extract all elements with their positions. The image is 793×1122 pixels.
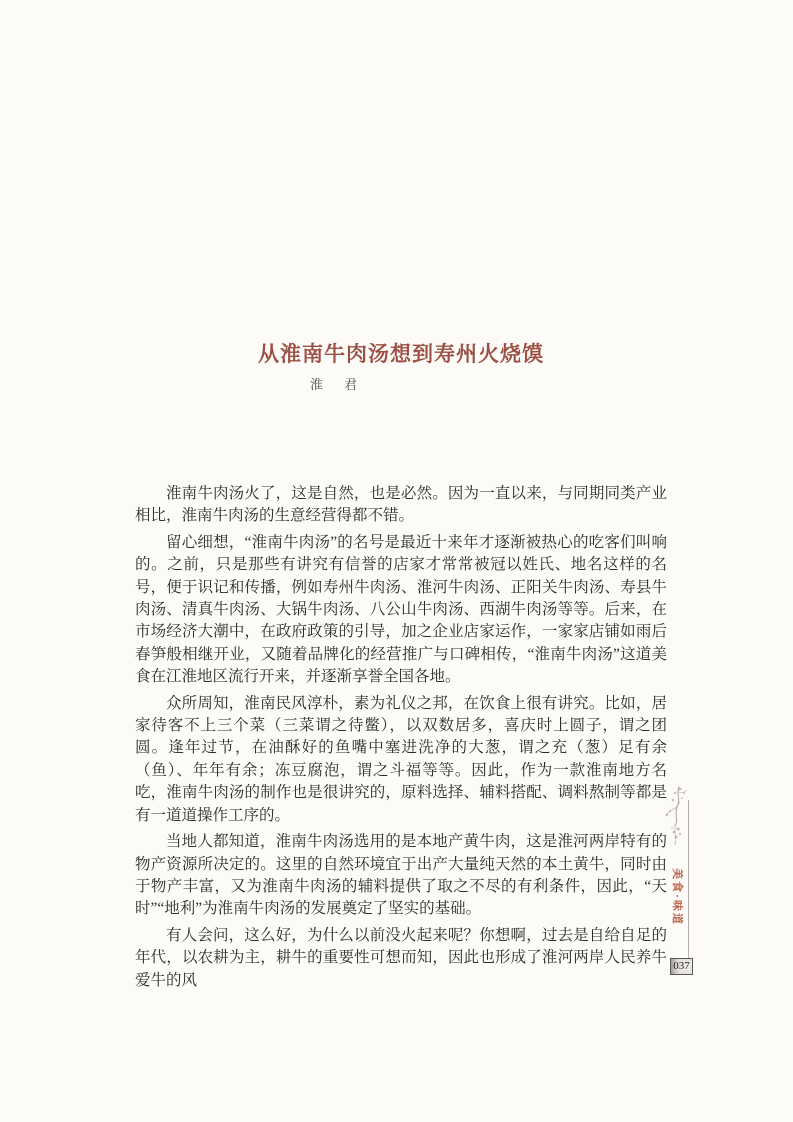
- sidebar-divider-line: [688, 800, 689, 958]
- paragraph: 当地人都知道，淮南牛肉汤选用的是本地产黄牛肉，这是淮河两岸特有的物产资源所决定的。这里的自然环境宜于出产大量纯天然的本土黄牛，同时由于物产丰富，又为淮南牛肉汤的辅料提供了取之不尽的有利条件，因此，“天时”“地利”为淮南牛肉汤的发展奠定了坚实的基础。: [135, 833, 667, 918]
- paragraph: 淮南牛肉汤火了，这是自然，也是必然。因为一直以来，与同期同类产业相比，淮南牛肉汤的生意经营得都不错。: [135, 485, 667, 525]
- paragraph: 留心细想，“淮南牛肉汤”的名号是最近十来年才逐渐被热心的吃客们叫响的。之前，只是那些有讲究有信誉的店家才常常被冠以姓氏、地名这样的名号，便于识记和传播，例如寿州牛肉汤、淮河牛肉汤、正阳关牛肉汤、寿县牛肉汤、清真牛肉汤、大锅牛肉汤、八公山牛肉汤、西湖牛肉汤等等。后来，在市场经济大潮中，在政府政策的引导，加之企业店家运作，一家家店铺如雨后春笋般相继开业，又随着品牌化的经营推广与口碑相传，“淮南牛肉汤”这道美食在江淮地区流行开来，并逐渐享誉全国各地。: [135, 533, 667, 686]
- paragraph: 有人会问，这么好，为什么以前没火起来呢？你想啊，过去是自给自足的年代，以农耕为主，耕牛的重要性可想而知，因此也形成了淮河两岸人民养牛爱牛的风: [135, 926, 667, 989]
- paragraph: 众所周知，淮南民风淳朴，素为礼仪之邦，在饮食上很有讲究。比如，居家待客不上三个菜（三菜谓之待鳖），以双数居多，喜庆时上圆子，谓之团圆。逢年过节，在油酥好的鱼嘴中塞进洗净的大葱，谓之充（葱）足有余（鱼）、年年有余；冻豆腐泡，谓之斗福等等。因此，作为一款淮南地方名吃，淮南牛肉汤的制作也是很讲究的，原料选择、辅料搭配、调料熬制等都是有一道道操作工序的。: [135, 694, 667, 824]
- page-number: 037: [670, 958, 693, 975]
- article-body: [135, 483, 667, 996]
- article-title: 从淮南牛肉汤想到寿州火烧馍: [258, 342, 544, 366]
- section-label: 美食·味道: [671, 868, 683, 926]
- article-author: 淮 君: [310, 377, 362, 392]
